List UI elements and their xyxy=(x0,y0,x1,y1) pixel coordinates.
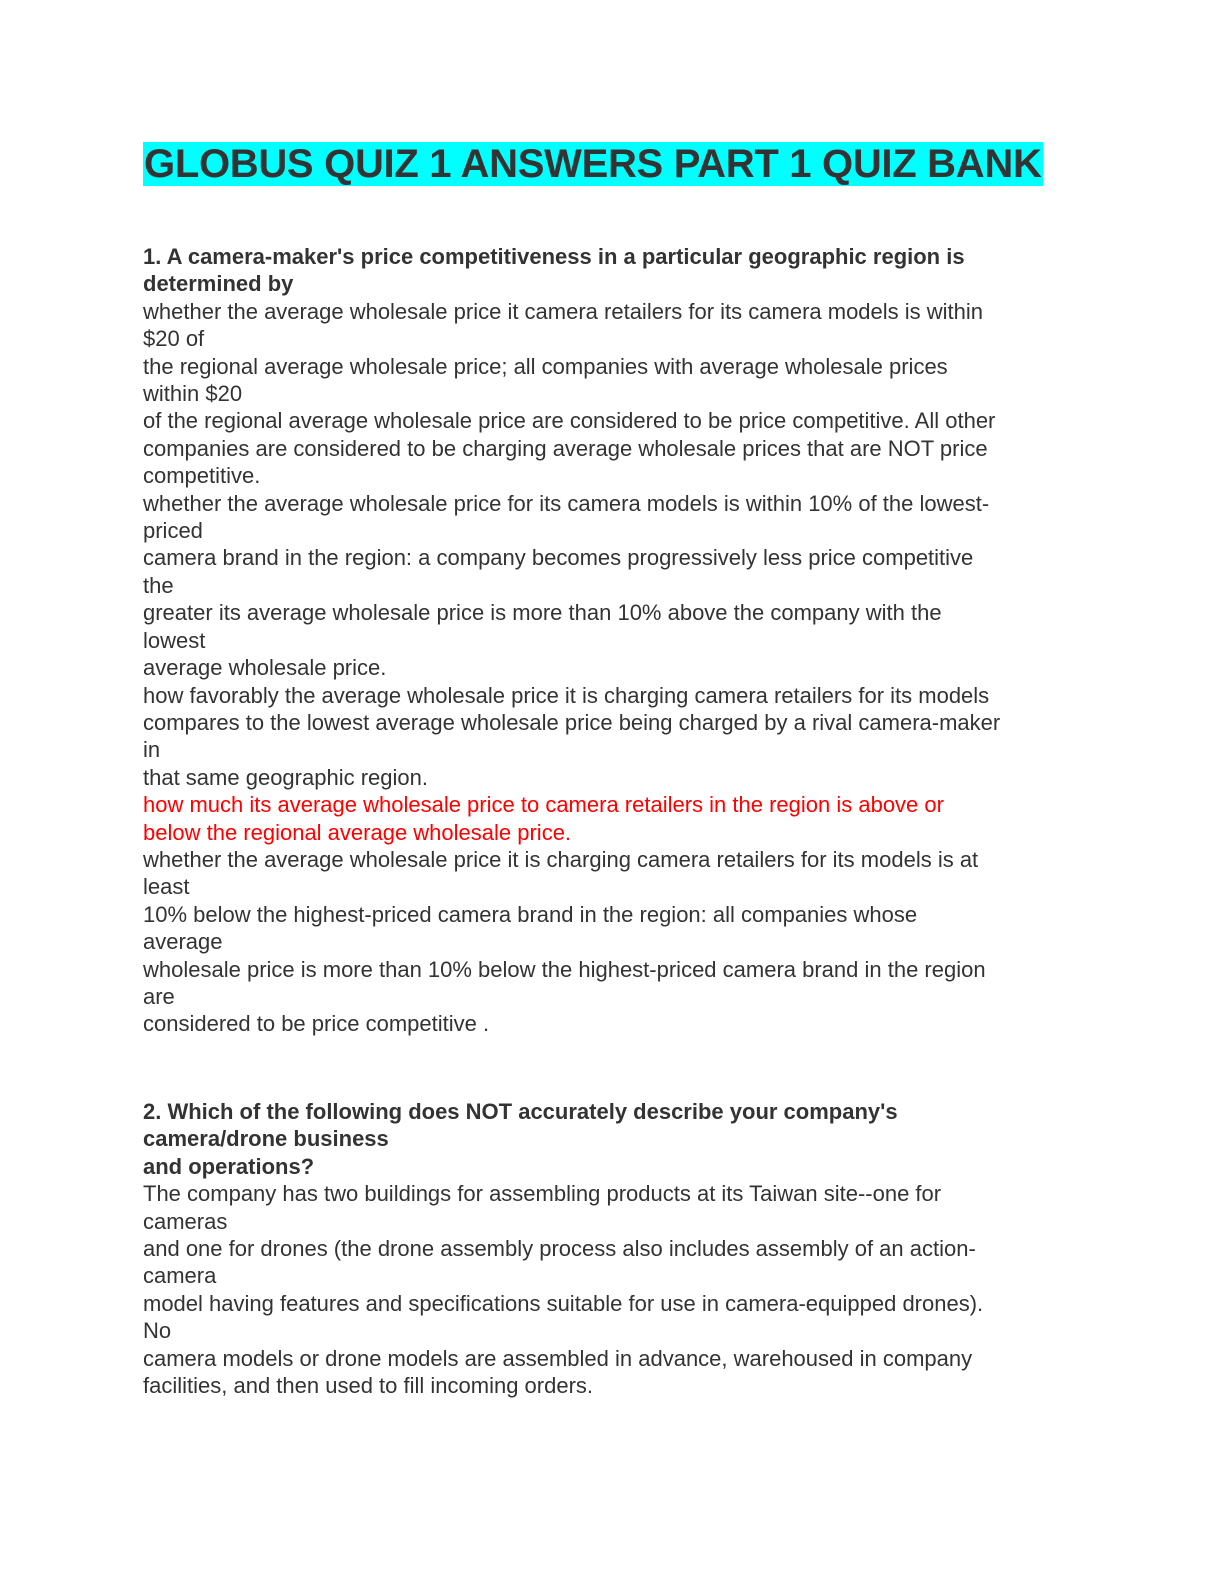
answer-line: $20 of xyxy=(143,326,205,352)
correct-answer-line: below the regional average wholesale price. xyxy=(143,819,572,845)
answer-line: facilities, and then used to fill incoming orders. xyxy=(143,1373,594,1399)
answer-line: No xyxy=(143,1318,172,1344)
answer-line: model having features and specifications suitable for use in camera-equipped drones). xyxy=(143,1290,984,1316)
answer-line: whether the average wholesale price it is charging camera retailers for its models is at xyxy=(143,846,979,872)
answer-line: that same geographic region. xyxy=(143,764,428,790)
answer-line: 10% below the highest-priced camera brand in the region: all companies whose xyxy=(143,901,918,927)
answer-line: in xyxy=(143,737,161,763)
answer-line: lowest xyxy=(143,627,206,653)
answer-line: how favorably the average wholesale price it is charging camera retailers for its models xyxy=(143,682,990,708)
answer-line: The company has two buildings for assembling products at its Taiwan site--one for xyxy=(143,1181,942,1207)
question-1 xyxy=(143,243,1083,1038)
answer-line: greater its average wholesale price is more than 10% above the company with the xyxy=(143,600,942,626)
answer-line: camera models or drone models are assembled in advance, warehoused in company xyxy=(143,1345,973,1371)
answer-line: whether the average wholesale price it camera retailers for its camera models is within xyxy=(143,298,984,324)
question-2-line: and operations? xyxy=(143,1153,315,1179)
answer-line: least xyxy=(143,874,190,900)
answer-line: and one for drones (the drone assembly process also includes assembly of an action- xyxy=(143,1236,976,1262)
answer-line: compares to the lowest average wholesale price being charged by a rival camera-maker xyxy=(143,709,1001,735)
answer-line: of the regional average wholesale price are considered to be price competitive. All other xyxy=(143,408,996,434)
correct-answer-line: how much its average wholesale price to camera retailers in the region is above or xyxy=(143,792,944,818)
answer-line: considered to be price competitive . xyxy=(143,1011,490,1037)
answer-line: average xyxy=(143,929,223,955)
answer-line: whether the average wholesale price for its camera models is within 10% of the lowest- xyxy=(143,490,990,516)
question-2-line: camera/drone business xyxy=(143,1126,389,1152)
answer-line: within $20 xyxy=(143,381,243,407)
question-1-line: determined by xyxy=(143,271,294,297)
question-1-line: 1. A camera-maker's price competitiveness in a particular geographic region is xyxy=(143,244,965,269)
title-highlight: GLOBUS QUIZ 1 ANSWERS PART 1 QUIZ BANK xyxy=(144,142,1042,186)
answer-line: cameras xyxy=(143,1208,228,1234)
answer-line: priced xyxy=(143,518,203,544)
answer-line: companies are considered to be charging average wholesale prices that are NOT price xyxy=(143,435,988,461)
answer-line: camera brand in the region: a company becomes progressively less price competitive xyxy=(143,545,974,571)
answer-line: camera xyxy=(143,1263,217,1289)
answer-line: competitive. xyxy=(143,463,261,489)
answer-line: the xyxy=(143,572,174,598)
question-2-line: 2. Which of the following does NOT accurately describe your company's xyxy=(143,1099,898,1124)
question-2 xyxy=(143,1098,1083,1399)
answer-line: the regional average wholesale price; all companies with average wholesale prices xyxy=(143,353,948,379)
answer-line: average wholesale price. xyxy=(143,655,387,681)
document-title xyxy=(143,140,1043,188)
answer-line: wholesale price is more than 10% below the highest-priced camera brand in the region xyxy=(143,956,986,982)
answer-line: are xyxy=(143,983,175,1009)
